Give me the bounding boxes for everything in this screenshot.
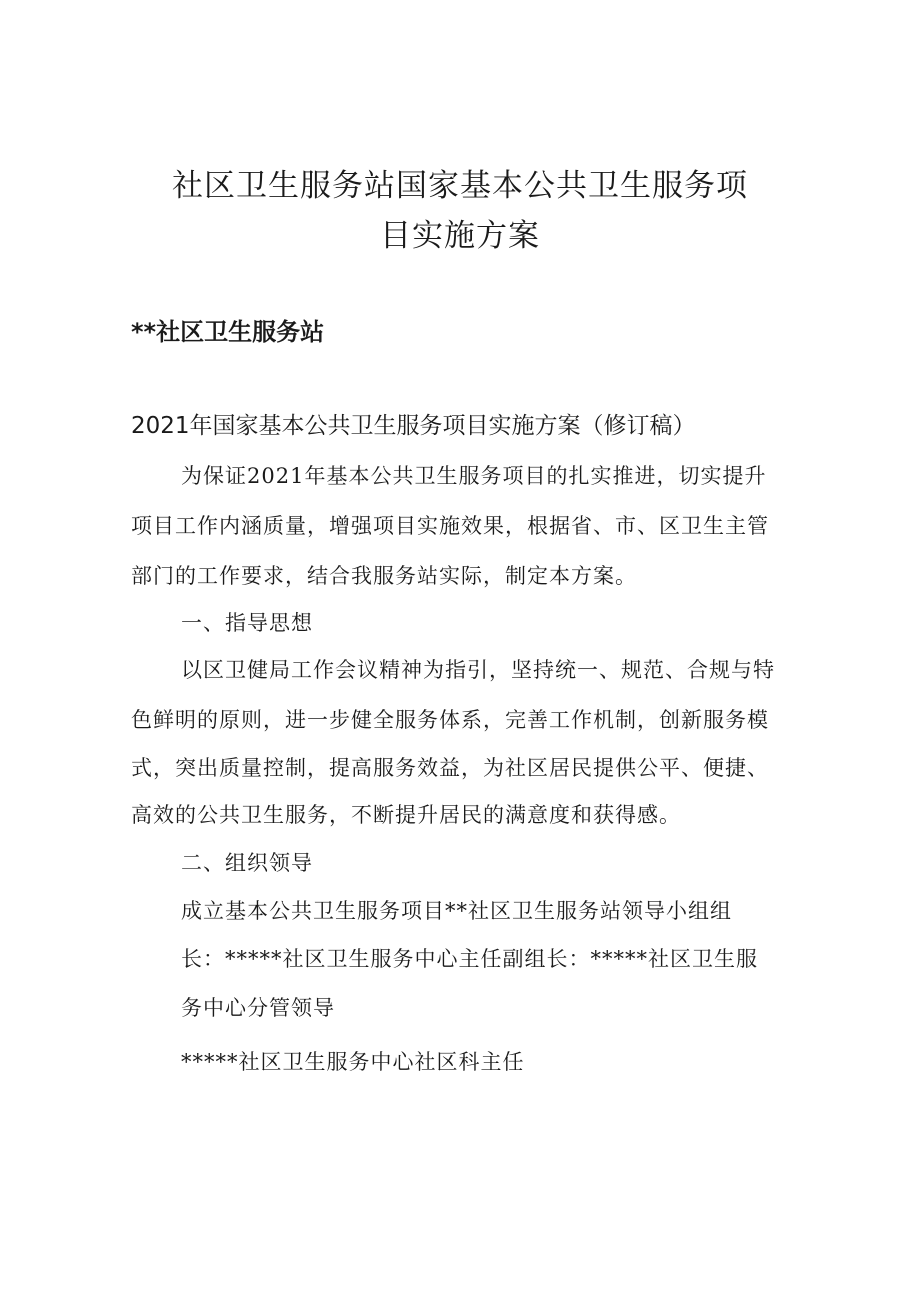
body-line: 式，突出质量控制，提高服务效益，为社区居民提供公平、便捷、 (131, 756, 769, 780)
body-line: 务中心分管领导 (181, 996, 335, 1020)
section-heading-organization: 二、组织领导 (181, 851, 313, 875)
body-line: 项目工作内涵质量，增强项目实施效果，根据省、市、区卫生主管 (131, 514, 769, 538)
body-line: 成立基本公共卫生服务项目**社区卫生服务站领导小组组 (181, 899, 732, 923)
body-line: 部门的工作要求，结合我服务站实际，制定本方案。 (131, 564, 637, 588)
body-line: 长：*****社区卫生服务中心主任副组长：*****社区卫生服 (181, 947, 758, 971)
document-title-line-1: 社区卫生服务站国家基本公共卫生服务项 (172, 168, 748, 204)
document-title-line-2: 目实施方案 (380, 218, 540, 254)
body-line: 以区卫健局工作会议精神为指引，坚持统一、规范、合规与特 (181, 658, 775, 682)
document-subtitle: 2021年国家基本公共卫生服务项目实施方案（修订稿） (131, 413, 696, 439)
body-line: 色鲜明的原则，进一步健全服务体系，完善工作机制，创新服务模 (131, 708, 769, 732)
organization-name: **社区卫生服务站 (131, 318, 325, 346)
body-line: *****社区卫生服务中心社区科主任 (181, 1050, 525, 1074)
body-line: 为保证2021年基本公共卫生服务项目的扎实推进，切实提升 (181, 464, 767, 488)
section-heading-guiding-ideology: 一、指导思想 (181, 611, 313, 635)
body-line: 高效的公共卫生服务，不断提升居民的满意度和获得感。 (131, 803, 681, 827)
